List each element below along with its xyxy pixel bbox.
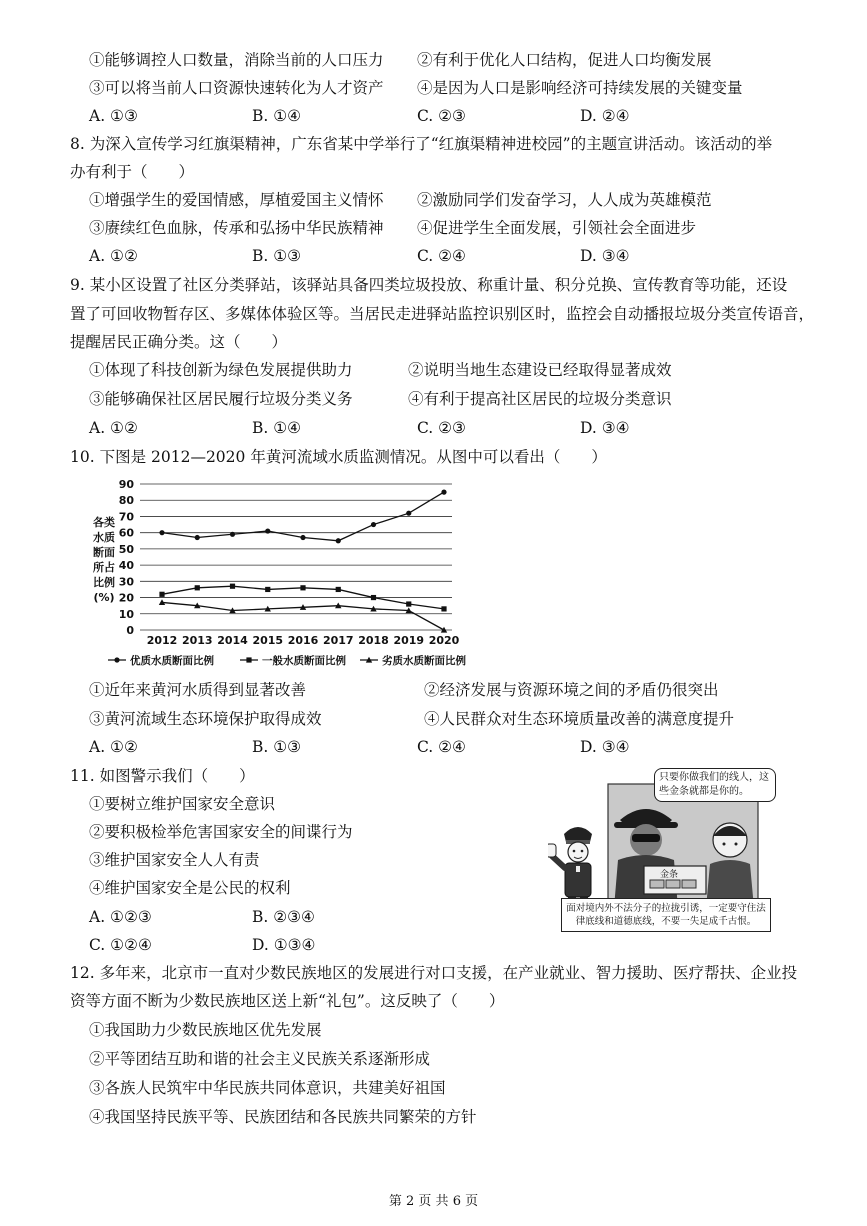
q10-statement-1: ①近年来黄河水质得到显著改善 <box>89 681 307 699</box>
chart-x-tick-label: 2017 <box>322 634 354 647</box>
chart-data-point <box>265 528 270 533</box>
q10-option-d[interactable]: D. ③④ <box>580 738 630 756</box>
q9-option-d[interactable]: D. ③④ <box>580 419 630 437</box>
chart-series-group <box>159 490 447 633</box>
q8-option-a[interactable]: A. ①② <box>89 247 138 265</box>
chart-data-point <box>441 490 446 495</box>
chart-legend <box>108 654 466 667</box>
q7-option-d[interactable]: D. ②④ <box>580 107 630 125</box>
chart-data-point <box>371 595 376 600</box>
q10-option-a[interactable]: A. ①② <box>89 738 138 756</box>
q9-statement-4: ④有利于提高社区居民的垃圾分类意识 <box>408 390 672 408</box>
water-quality-chart <box>90 474 490 674</box>
q11-statement-1: ①要树立维护国家安全意识 <box>89 795 276 813</box>
chart-y-tick-label: 0 <box>126 624 134 637</box>
q10-statement-2: ②经济发展与资源环境之间的矛盾仍很突出 <box>424 681 719 699</box>
chart-data-point <box>159 530 164 535</box>
chart-y-tick-label: 20 <box>118 591 134 605</box>
q12-statement-1: ①我国助力少数民族地区优先发展 <box>89 1021 322 1039</box>
chart-data-point <box>195 585 200 590</box>
speech-bubble: 只要你做我们的线人，这些金条就都是你的。 <box>654 768 776 802</box>
chart-data-point <box>336 587 341 592</box>
chart-y-tick-label: 30 <box>118 575 134 589</box>
q12-statement-4: ④我国坚持民族平等、民族团结和各民族共同繁荣的方针 <box>89 1108 477 1126</box>
chart-y-tick-label: 90 <box>118 478 134 491</box>
q11-statement-3: ③维护国家安全人人有责 <box>89 851 260 869</box>
q9-stem-line1: 9. 某小区设置了社区分类驿站，该驿站具备四类垃圾投放、称重计量、积分兑换、宣传教育等功能，还设 <box>70 276 788 294</box>
q10-statement-3: ③黄河流域生态环境保护取得成效 <box>89 710 322 728</box>
gold-bar-label: 金条 <box>660 870 679 880</box>
chart-legend-item <box>240 654 346 667</box>
q9-statement-3: ③能够确保社区居民履行垃圾分类义务 <box>89 390 353 408</box>
chart-y-tick-label: 60 <box>118 526 134 540</box>
q10-option-b[interactable]: B. ①③ <box>252 738 302 756</box>
chart-data-point <box>406 511 411 516</box>
chart-data-point <box>371 522 376 527</box>
q7-option-c[interactable]: C. ②③ <box>417 107 466 125</box>
chart-data-point <box>265 587 270 592</box>
chart-y-tick-label: 10 <box>118 607 134 621</box>
chart-data-point <box>406 601 411 606</box>
q12-stem-line1: 12. 多年来，北京市一直对少数民族地区的发展进行对口支援，在产业就业、智力援助、医疗帮扶、企业投 <box>70 964 798 982</box>
q7-statement-4: ④是因为人口是影响经济可持续发展的关键变量 <box>417 79 743 97</box>
q7-statement-3: ③可以将当前人口资源快速转化为人才资产 <box>89 79 384 97</box>
q8-option-c[interactable]: C. ②④ <box>417 247 466 265</box>
chart-series-3 <box>159 599 447 632</box>
q10-option-c[interactable]: C. ②④ <box>417 738 466 756</box>
chart-y-tick-label: 80 <box>118 494 134 508</box>
chart-legend-marker <box>114 657 119 662</box>
chart-data-point <box>300 585 305 590</box>
chart-data-point <box>230 532 235 537</box>
q9-stem-line2: 置了可回收物暂存区、多媒体体验区等。当居民走进驿站监控识别区时，监控会自动播报垃圾分类宣传语音， <box>70 305 815 323</box>
q8-statement-2: ②激励同学们发奋学习，人人成为英雄模范 <box>417 191 712 209</box>
q9-statement-2: ②说明当地生态建设已经取得显著成效 <box>408 361 672 379</box>
citizen-figure <box>706 823 754 908</box>
chart-legend-label: 优质水质断面比例 <box>130 655 214 667</box>
chart-legend-label: 劣质水质断面比例 <box>382 655 466 667</box>
q12-statement-3: ③各族人民筑牢中华民族共同体意识，共建美好祖国 <box>89 1079 446 1097</box>
chart-legend-marker <box>246 657 251 662</box>
q8-stem-line2: 办有利于（ ） <box>70 163 195 181</box>
q11-statement-2: ②要积极检举危害国家安全的间谍行为 <box>89 823 353 841</box>
gold-bar-box <box>644 866 706 894</box>
q7-option-a[interactable]: A. ①③ <box>89 107 138 125</box>
chart-data-point <box>336 538 341 543</box>
q8-statement-1: ①增强学生的爱国情感，厚植爱国主义情怀 <box>89 191 384 209</box>
chart-data-point <box>441 606 446 611</box>
q11-option-a[interactable]: A. ①②③ <box>89 908 152 926</box>
chart-data-point <box>159 592 164 597</box>
q7-statement-2: ②有利于优化人口结构，促进人口均衡发展 <box>417 51 712 69</box>
chart-x-tick-label: 2019 <box>393 634 425 647</box>
chart-y-tick-label: 50 <box>118 542 134 556</box>
chart-x-tick-label: 2016 <box>287 634 319 647</box>
chart-x-tick-label: 2014 <box>217 634 248 647</box>
q11-option-d[interactable]: D. ①③④ <box>252 936 316 954</box>
chart-x-tick-label: 2020 <box>428 634 460 647</box>
page-footer: 第 2 页 共 6 页 <box>388 1194 479 1209</box>
chart-x-tick-labels <box>147 634 460 647</box>
q8-statement-4: ④促进学生全面发展，引领社会全面进步 <box>417 219 697 237</box>
q8-stem-line1: 8. 为深入宣传学习红旗渠精神，广东省某中学举行了“红旗渠精神进校园”的主题宣讲活动。该活动的举 <box>70 135 773 153</box>
q11-stem-line1: 11. 如图警示我们（ ） <box>70 767 255 785</box>
q12-statement-2: ②平等团结互助和谐的社会主义民族关系逐渐形成 <box>89 1050 431 1068</box>
chart-x-tick-label: 2012 <box>146 634 178 647</box>
chart-data-point <box>300 535 305 540</box>
chart-legend-item <box>360 654 466 667</box>
chart-x-tick-label: 2013 <box>181 634 213 647</box>
q11-statement-4: ④维护国家安全是公民的权利 <box>89 879 291 897</box>
q9-option-a[interactable]: A. ①② <box>89 419 138 437</box>
q7-option-b[interactable]: B. ①④ <box>252 107 302 125</box>
chart-y-tick-label: 70 <box>118 510 134 524</box>
q10-statement-4: ④人民群众对生态环境质量改善的满意度提升 <box>424 710 735 728</box>
q8-option-d[interactable]: D. ③④ <box>580 247 630 265</box>
q9-option-c[interactable]: C. ②③ <box>417 419 466 437</box>
chart-x-tick-label: 2015 <box>252 634 284 647</box>
chart-y-tick-label: 40 <box>118 559 134 573</box>
chart-x-tick-label: 2018 <box>358 634 389 647</box>
q9-option-b[interactable]: B. ①④ <box>252 419 302 437</box>
q11-option-b[interactable]: B. ②③④ <box>252 908 315 926</box>
chart-legend-label: 一般水质断面比例 <box>262 655 346 667</box>
q12-stem-line2: 资等方面不断为少数民族地区送上新“礼包”。这反映了（ ） <box>70 992 505 1010</box>
chart-legend-item <box>108 654 214 667</box>
q9-statement-1: ①体现了科技创新为绿色发展提供助力 <box>89 361 353 379</box>
chart-data-point <box>195 535 200 540</box>
chart-data-point <box>230 584 235 589</box>
q10-stem-line1: 10. 下图是 2012—2020 年黄河流域水质监测情况。从图中可以看出（ ） <box>70 448 607 466</box>
cartoon-caption: 面对境内外不法分子的拉拢引诱，一定要守住法律底线和道德底线，不要一失足成千古恨。 <box>561 898 771 932</box>
chart-y-tick-labels <box>119 478 135 637</box>
q11-option-c[interactable]: C. ①②④ <box>89 936 152 954</box>
chart-y-axis-label <box>93 515 115 604</box>
q9-stem-line3: 提醒居民正确分类。这（ ） <box>70 333 288 351</box>
q8-statement-3: ③赓续红色血脉，传承和弘扬中华民族精神 <box>89 219 384 237</box>
q7-statement-1: ①能够调控人口数量，消除当前的人口压力 <box>89 51 384 69</box>
q8-option-b[interactable]: B. ①③ <box>252 247 302 265</box>
chart-ylabel-text: 各类水质断面所占比例(%) <box>93 516 115 604</box>
